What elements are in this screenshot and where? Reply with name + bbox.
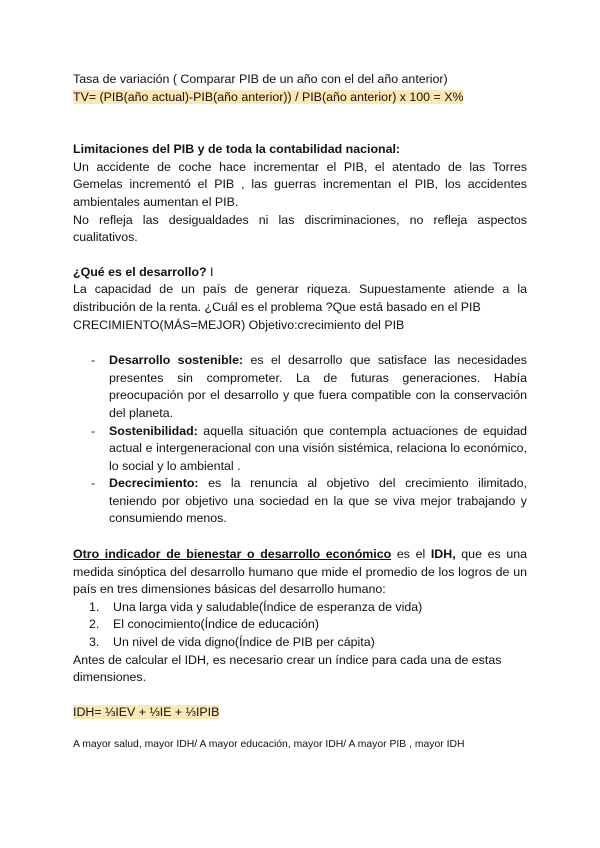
development-types-list [73,352,527,528]
list-item-sustainability [91,423,527,476]
term-description: es la renuncia al objetivo del crecimiento ilimitado, teniendo por objetivo una sociedad en la que se viva mejor trabajando y consumiendo menos. [109,476,527,526]
list-number: 3. [89,635,100,650]
development-paragraph-2: CRECIMIENTO(MÁS=MEJOR) Objetivo:crecimiento del PIB [73,317,405,332]
term-label: Sostenibilidad: [109,423,198,438]
development-heading [73,264,527,282]
idh-formula-text: IDH= ⅓IEV + ⅓IE + ⅓IPIB [73,704,220,719]
idh-dimensions-list [73,599,527,652]
limitations-heading-text: Limitaciones del PIB y de toda la contabilidad nacional: [73,142,401,157]
idh-heading: Otro indicador de bienestar o desarrollo económico [73,547,392,562]
list-item-life-expectancy [89,599,527,617]
idh-intro-a: es el [391,547,431,562]
list-number: 2. [89,617,100,632]
development-heading-text: ¿Qué es el desarrollo? [73,264,207,279]
term-label: Desarrollo sostenible: [109,353,244,368]
document-page [73,71,527,752]
list-item-education [89,616,527,634]
list-item-text: Un nivel de vida digno(Índice de PIB per cápita) [113,635,375,650]
idh-footer-note: A mayor salud, mayor IDH/ A mayor educación, mayor IDH/ A mayor PIB , mayor IDH [73,739,465,751]
idh-formula [73,704,527,722]
list-item-text: Una larga vida y saludable(Índice de esperanza de vida) [113,599,423,614]
limitations-paragraph-2: No refleja las desigualdades ni las discriminaciones, no refleja aspectos cualitativos. [73,212,527,245]
development-heading-suffix: I [206,264,214,279]
term-description: aquella situación que contempla actuaciones de equidad actual e intergeneracional con una visión sistémica, relaciona lo económico, lo social y lo ambiental . [109,423,527,473]
term-description: es el desarrollo que satisface las necesidades presentes sin comprometer. La de futuras generaciones. Había preocupación por el desarrollo y que fuera compatible con la conservación del planeta. [109,353,527,420]
development-paragraph-1: La capacidad de un país de generar riqueza. Supuestamente atiende a la distribución de la renta. ¿Cuál es el problema ?Que está basado en el PIB [73,282,527,314]
term-label: Decrecimiento: [109,476,199,491]
list-item-sustainable-development [91,352,527,422]
list-item-text: El conocimiento(Índice de educación) [113,617,319,632]
idh-intro-b: que es una medida sinóptica del desarrollo humano que mide el promedio de los logros de un país en tres dimensiones básicas del desarrollo humano: [73,547,528,597]
list-marker: - [91,353,96,368]
list-number: 1. [89,599,100,614]
variation-rate-title: Tasa de variación ( Comparar PIB de un año con el del año anterior) [73,72,448,86]
limitations-heading [73,141,527,159]
variation-rate-formula [73,89,527,107]
list-item-income [89,634,527,652]
list-marker: - [91,423,96,438]
list-item-degrowth [91,475,527,528]
idh-closing-paragraph: Antes de calcular el IDH, es necesario crear un índice para cada una de estas dimensiones. [73,652,502,685]
idh-paragraph [73,546,527,599]
list-marker: - [91,476,96,491]
idh-term: IDH, [430,547,456,562]
variation-rate-formula-text: TV= (PIB(año actual)-PIB(año anterior)) / PIB(año anterior) x 100 = X% [73,89,464,104]
limitations-paragraph-1: Un accidente de coche hace incrementar el PIB, el atentado de las Torres Gemelas incrementó el PIB , las guerras incrementan el PIB, los accidentes ambientales aumentan el PIB. [73,159,527,209]
